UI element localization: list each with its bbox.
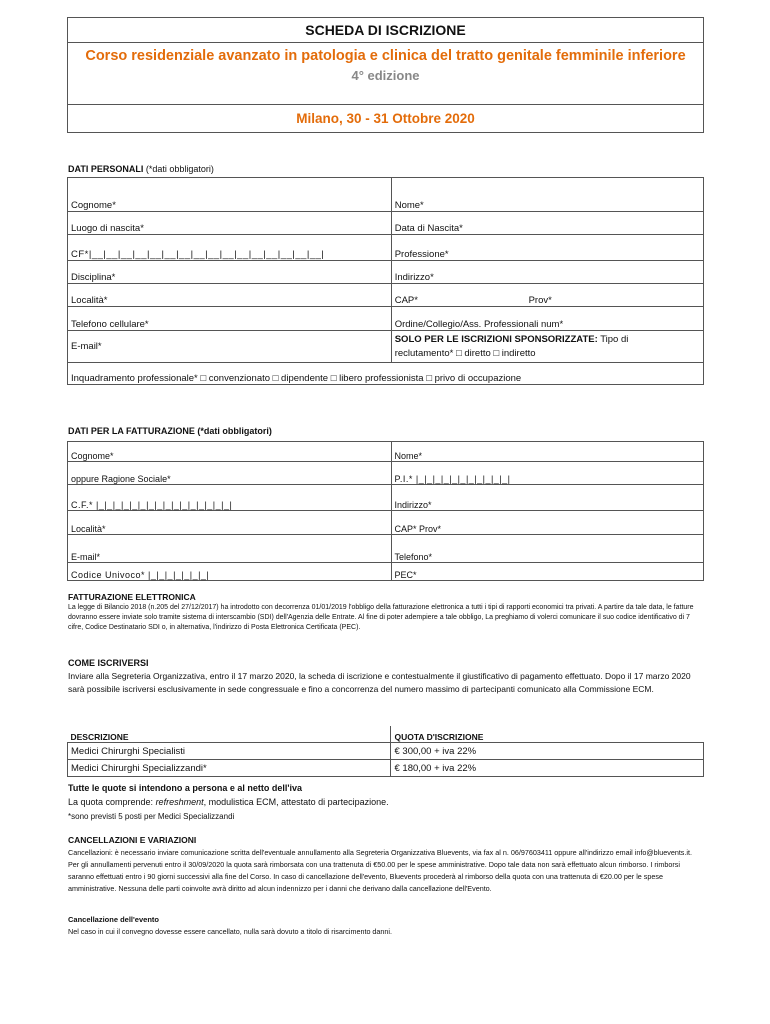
fee-header-amount: QUOTA D'ISCRIZIONE	[391, 726, 704, 743]
billing-zip-province-field[interactable]: CAP* Prov*	[391, 511, 703, 535]
fee-includes	[68, 797, 389, 807]
company-name-field[interactable]: oppure Ragione Sociale*	[68, 462, 392, 485]
billing-surname-field[interactable]: Cognome*	[68, 442, 392, 462]
einvoice-text: La legge di Bilancio 2018 (n.205 del 27/12/2017) ha introdotto con decorrenza 01/01/2019 l'obbligo della fatturazione elettronica a tutti i tipi di rapporti economici tra privati. A partire da tale data, le fatture dovranno essere inviate solo tramite sistema di interscambio (SDI) dell'Agenzia delle Entrate. Al fine di poter adempiere a tale obbligo, La preghiamo di volerci comunicare il suo codice identificativo di 7 cifre, Codice Destinatario SDI o, in alternativa, l'indirizzo di Posta Elettronica Certificata (PEC).	[68, 604, 694, 631]
cancellation-text: Cancellazioni: è necessario inviare comunicazione scritta dell'eventuale annullamento alla Segreteria Organizzativa Bluevents, via fax al n. 06/97603411 oppure all'indirizzo email info@bluevents.it. Per gli annullamenti pervenuti entro il 30/09/2020 la quota sarà rimborsata con una trattenuta di €50.00 per le spese amministrative. Dopo tale data non sarà effettuato alcun rimborso. I rimborsi saranno effettuati entro i 90 giorni successivi alla fine del Corso. In caso di cancellazione dell'evento, Bluevents procederà al rimborso della quota con una trattenuta di €20.00 per le spese amministrative. Nessuna delle parti coinvolte avrà diritto ad alcun indennizzo per i danni che derivano dalla cancellazione dell'Evento.	[68, 848, 692, 893]
email-field[interactable]: E-mail*	[68, 331, 392, 363]
pec-field[interactable]: PEC*	[391, 563, 703, 581]
mobile-field[interactable]: Telefono cellulare*	[68, 307, 392, 331]
fee-row-description: Medici Chirurghi Specialisti	[68, 743, 391, 760]
birthplace-field[interactable]: Luogo di nascita*	[68, 212, 392, 235]
vat-number-field[interactable]: P.I.* |_|_|_|_|_|_|_|_|_|_|_|	[391, 462, 703, 485]
fee-header-description: DESCRIZIONE	[68, 726, 391, 743]
personal-section-title	[68, 164, 214, 174]
fee-includes-rest: , modulistica ECM, attestato di partecipazione.	[203, 797, 389, 807]
professional-order-field[interactable]: Ordine/Collegio/Ass. Professionali num*	[391, 307, 703, 331]
location-date: Milano, 30 - 31 Ottobre 2020	[68, 104, 703, 134]
zip-province-field[interactable]	[391, 284, 703, 307]
howto-title: COME ISCRIVERSI	[68, 658, 149, 668]
unique-code-field[interactable]: Codice Univoco* |_|_|_|_|_|_|_|	[68, 563, 392, 581]
howto-text: Inviare alla Segreteria Organizzativa, entro il 17 marzo 2020, la scheda di iscrizione e contestualmente il giustificativo di pagamento effettuato. Dopo il 17 marzo 2020 sarà possibile iscriversi esclusivamente in sede congressuale e fino a concorrenza del numero massimo di partecipanti comunicato alla Commissione ECM.	[68, 671, 691, 694]
address-field[interactable]: Indirizzo*	[391, 261, 703, 284]
course-title: Corso residenziale avanzato in patologia e clinica del tratto genitale femminile inferiore	[85, 48, 686, 64]
fee-table	[67, 726, 704, 777]
surname-field[interactable]: Cognome*	[68, 178, 392, 212]
sponsor-field	[391, 331, 703, 363]
province-label: Prov*	[528, 295, 552, 306]
event-cancellation-text: Nel caso in cui il convegno dovesse essere cancellato, nulla sarà dovuto a titolo di risarcimento danni.	[68, 927, 393, 936]
fee-includes-refreshment: refreshment	[155, 797, 204, 807]
cancellation-title: CANCELLAZIONI E VARIAZIONI	[68, 835, 197, 845]
employment-field[interactable]: Inquadramento professionale* □ convenzionato □ dipendente □ libero professionista □ privo di occupazione	[68, 363, 704, 385]
fee-row-amount: € 180,00 + iva 22%	[391, 760, 704, 777]
fee-row	[68, 743, 704, 760]
fee-includes-prefix: La quota comprende:	[68, 797, 156, 807]
fee-row	[68, 760, 704, 777]
birthdate-field[interactable]: Data di Nascita*	[391, 212, 703, 235]
fee-row-description: Medici Chirurghi Specializzandi*	[68, 760, 391, 777]
form-header	[67, 17, 704, 133]
billing-name-field[interactable]: Nome*	[391, 442, 703, 462]
discipline-field[interactable]: Disciplina*	[68, 261, 392, 284]
personal-title-text: DATI PERSONALI	[68, 164, 144, 174]
name-field[interactable]: Nome*	[391, 178, 703, 212]
event-cancellation-title: Cancellazione dell'evento	[68, 915, 159, 924]
recruitment-options[interactable]: reclutamento* □ diretto □ indiretto	[394, 347, 536, 359]
sponsor-heading: SOLO PER LE ISCRIZIONI SPONSORIZZATE:	[394, 333, 598, 345]
billing-data-table	[67, 441, 704, 581]
edition-label: 4° edizione	[351, 68, 420, 83]
billing-address-field[interactable]: Indirizzo*	[391, 485, 703, 511]
personal-data-table	[67, 177, 704, 385]
fee-row-amount: € 300,00 + iva 22%	[391, 743, 704, 760]
billing-section-title: DATI PER LA FATTURAZIONE (*dati obbligatori)	[68, 426, 272, 436]
zip-label: CAP*	[394, 295, 418, 306]
einvoice-title: FATTURAZIONE ELETTRONICA	[68, 592, 196, 602]
personal-note: (*dati obbligatori)	[145, 164, 214, 174]
city-field[interactable]: Località*	[68, 284, 392, 307]
billing-tax-code-field[interactable]: C.F.* |_|_|_|_|_|_|_|_|_|_|_|_|_|_|_|_|	[68, 485, 392, 511]
billing-phone-field[interactable]: Telefono*	[391, 535, 703, 563]
billing-email-field[interactable]: E-mail*	[68, 535, 392, 563]
form-title: SCHEDA DI ISCRIZIONE	[68, 18, 703, 43]
billing-city-field[interactable]: Località*	[68, 511, 392, 535]
tax-code-field[interactable]: CF*|__|__|__|__|__|__|__|__|__|__|__|__|__|__|__|__|	[68, 235, 392, 261]
residents-note: *sono previsti 5 posti per Medici Specializzandi	[68, 812, 235, 821]
fee-note-vat: Tutte le quote si intendono a persona e al netto dell'iva	[68, 783, 303, 793]
profession-field[interactable]: Professione*	[391, 235, 703, 261]
sponsor-rest: Tipo di	[597, 333, 629, 345]
